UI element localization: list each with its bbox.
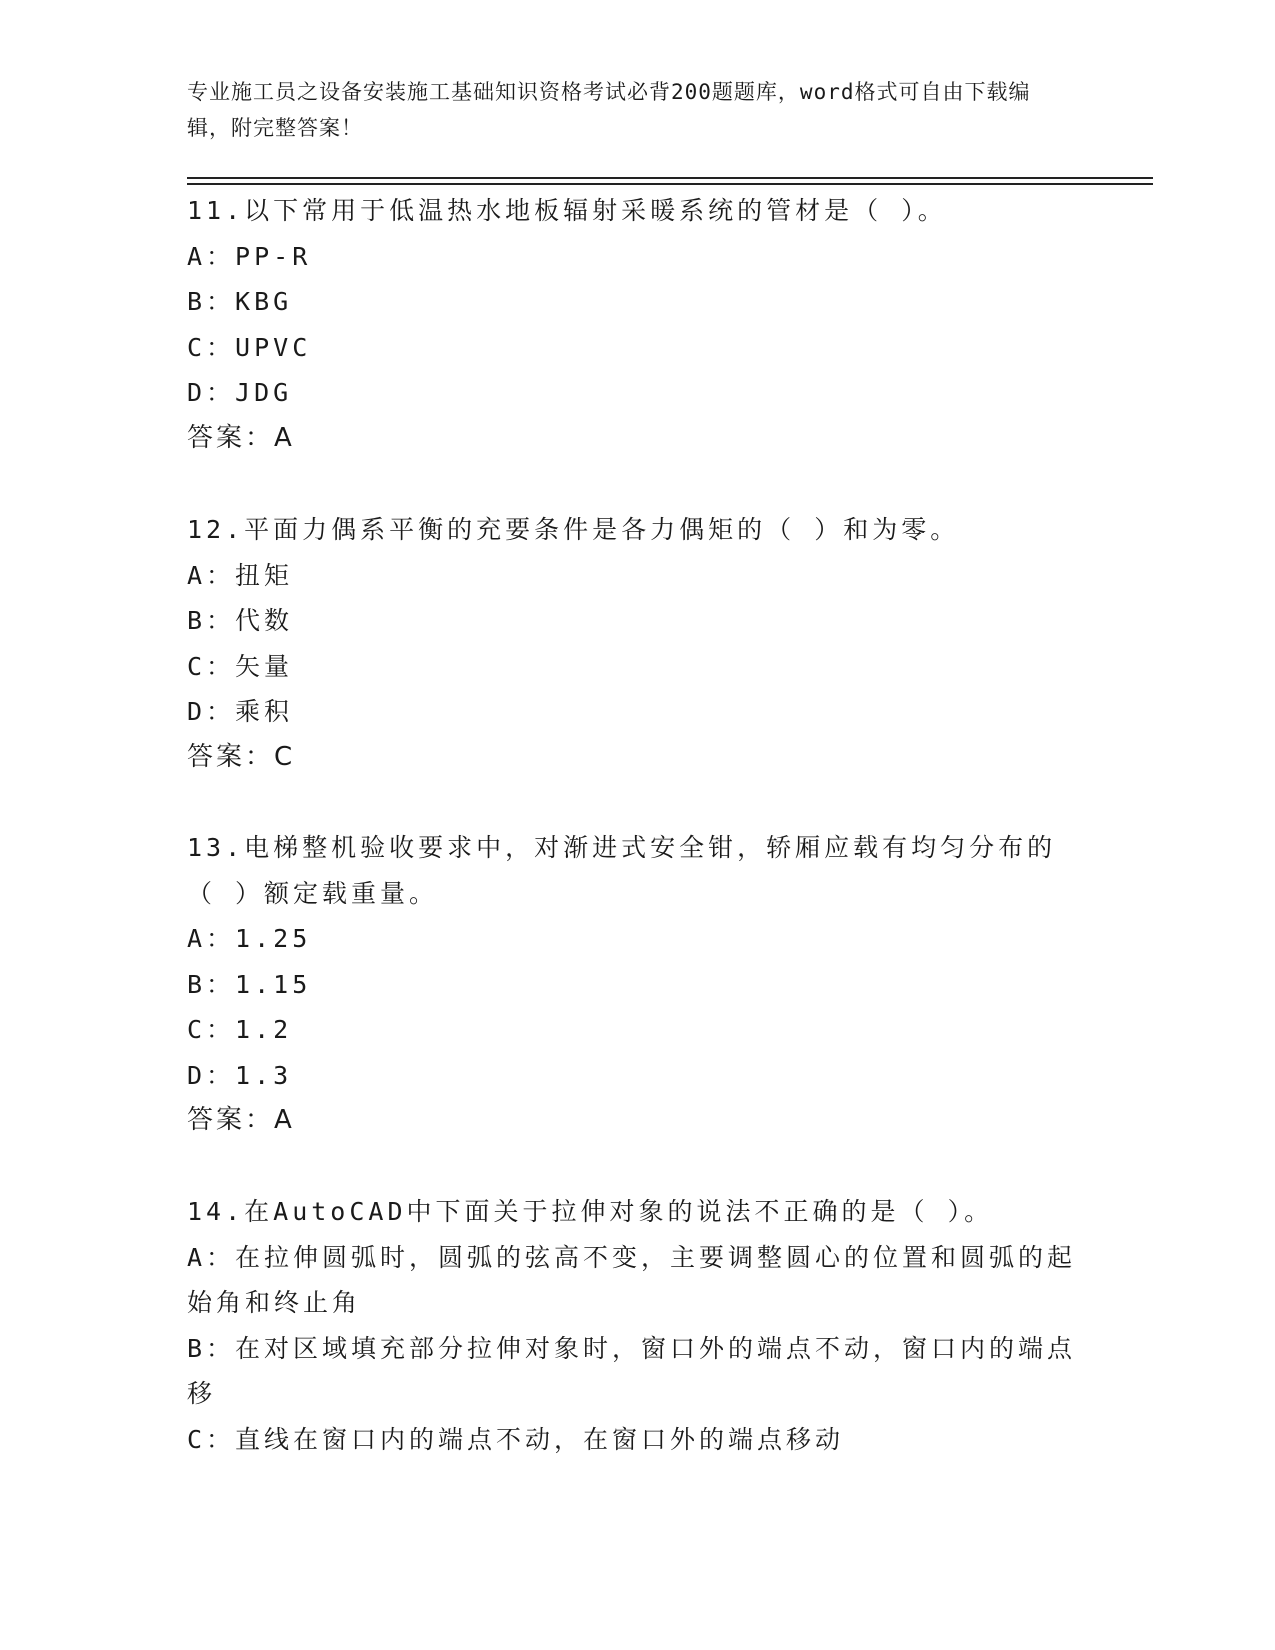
answer: 答案：A <box>187 1105 295 1135</box>
option-a: A：扭矩 <box>187 560 294 590</box>
answer: 答案：C <box>187 741 296 772</box>
answer: 答案：A <box>187 422 295 453</box>
option-a: A：在拉伸圆弧时，圆弧的弦高不变，主要调整圆心的位置和圆弧的起始角和终止角 <box>187 1242 1077 1317</box>
question-stem: 11.以下常用于低温热水地板辐射采暖系统的管材是（ ）。 <box>187 196 947 225</box>
question-11 <box>187 188 1077 461</box>
option-b: B：在对区域填充部分拉伸对象时，窗口外的端点不动，窗口内的端点移 <box>187 1333 1077 1408</box>
option-b: B：代数 <box>187 606 294 635</box>
header-divider-top <box>187 177 1153 179</box>
option-c: C：UPVC <box>187 332 312 362</box>
question-13 <box>187 825 1077 1144</box>
option-a: A：1.25 <box>187 924 312 953</box>
option-d: D：1.3 <box>187 1060 293 1090</box>
question-stem: 12.平面力偶系平衡的充要条件是各力偶矩的（ ）和为零。 <box>187 515 960 544</box>
question-stem: 14.在AutoCAD中下面关于拉伸对象的说法不正确的是（ ）。 <box>187 1197 994 1226</box>
question-14 <box>187 1189 1077 1462</box>
option-b: B：1.15 <box>187 969 312 999</box>
document-header: 专业施工员之设备安装施工基础知识资格考试必背200题题库，word格式可自由下载编辑，附完整答案！ <box>187 80 1031 140</box>
option-d: D：JDG <box>187 378 293 407</box>
question-12 <box>187 507 1077 780</box>
header-divider-bottom <box>187 183 1153 185</box>
option-c: C：直线在窗口内的端点不动，在窗口外的端点移动 <box>187 1424 845 1454</box>
option-a: A：PP-R <box>187 241 312 271</box>
option-c: C：1.2 <box>187 1015 293 1044</box>
option-b: B：KBG <box>187 287 293 316</box>
question-stem: 13.电梯整机验收要求中，对渐进式安全钳，轿厢应载有均匀分布的（ ）额定载重量。 <box>187 833 1057 908</box>
option-d: D：乘积 <box>187 697 294 726</box>
option-c: C：矢量 <box>187 651 294 681</box>
